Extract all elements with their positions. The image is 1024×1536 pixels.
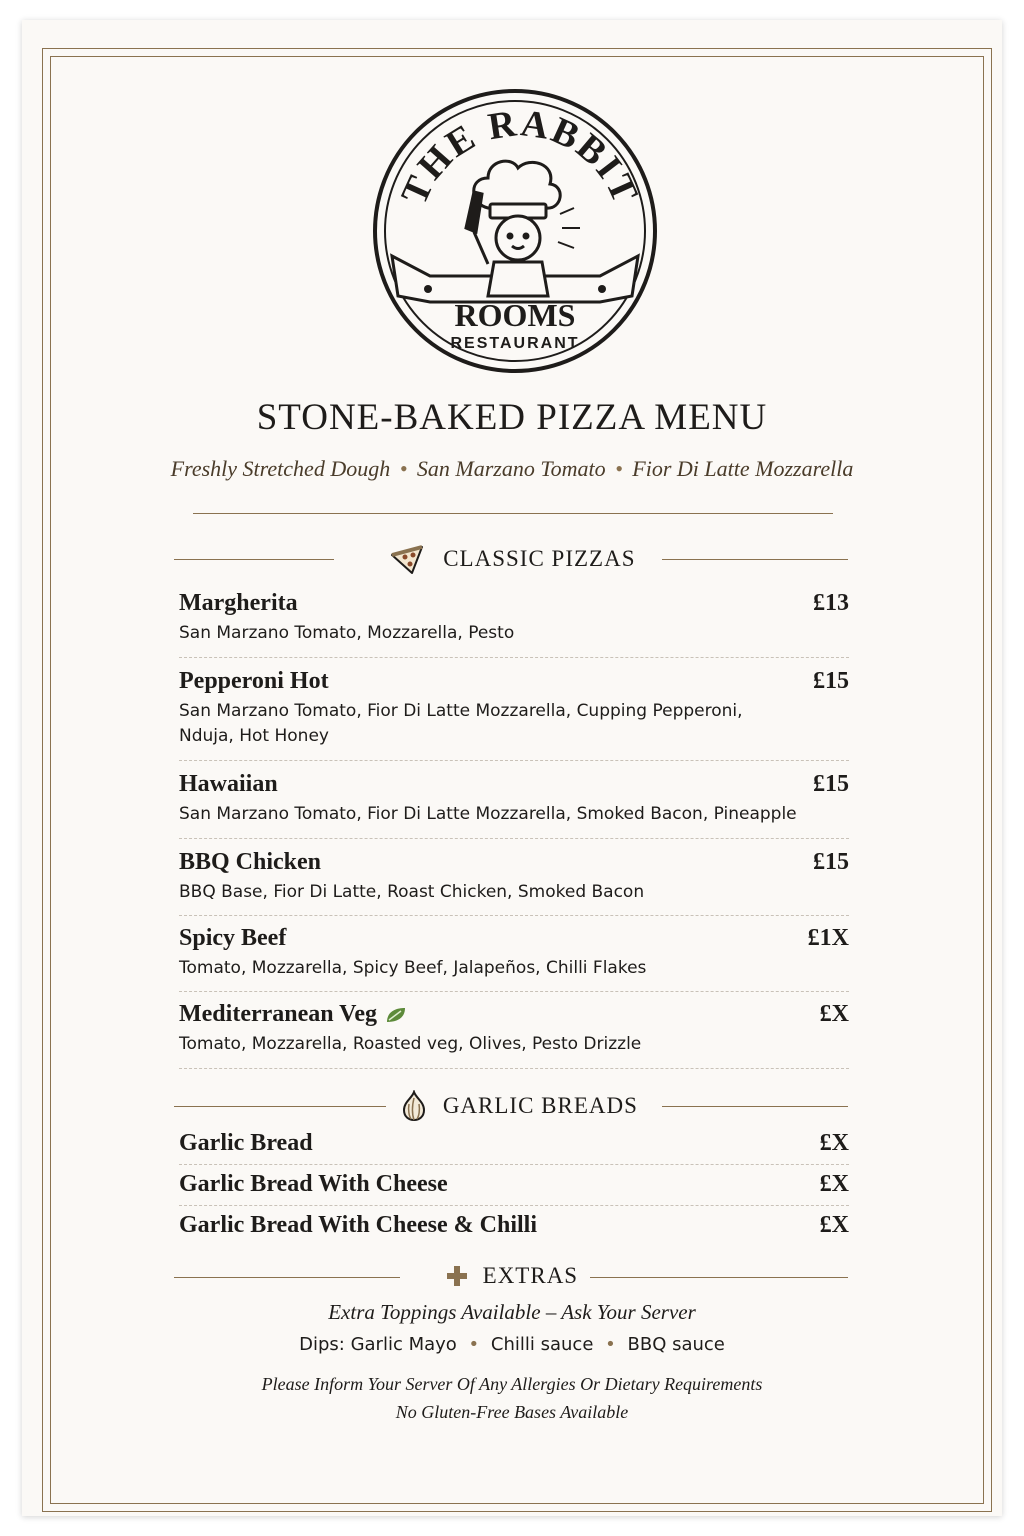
- dips-separator: •: [605, 1334, 616, 1355]
- section-title-garlic: GARLIC BREADS: [442, 1093, 638, 1118]
- item-divider: [179, 1068, 849, 1069]
- section-title-classic: CLASSIC PIZZAS: [443, 546, 636, 571]
- menu-item-pepperoni-hot: [179, 668, 849, 749]
- item-divider: [179, 915, 849, 916]
- subtitle-separator: •: [615, 456, 623, 481]
- subtitle-part: Fior Di Latte Mozzarella: [632, 456, 854, 481]
- dip-option: Chilli sauce: [490, 1334, 594, 1355]
- item-name: Garlic Bread With Cheese: [179, 1171, 448, 1197]
- logo-bottom-text: RESTAURANT: [450, 335, 580, 352]
- header-divider: [193, 513, 833, 514]
- item-divider: [179, 838, 849, 839]
- logo-top-text: THE RABBIT: [393, 102, 647, 211]
- menu-title: STONE-BAKED PIZZA MENU: [256, 397, 768, 438]
- gluten-notice: No Gluten-Free Bases Available: [395, 1402, 629, 1422]
- item-price: £15: [813, 849, 849, 875]
- section-heading-classic: [0, 543, 1024, 575]
- section-heading-garlic: [0, 1090, 1024, 1122]
- item-name: Mediterranean Veg: [179, 1001, 377, 1027]
- menu-item-garlic-bread: [179, 1130, 849, 1157]
- menu-item-garlic-bread-cheese: [179, 1171, 849, 1198]
- plus-icon: [446, 1265, 468, 1287]
- item-divider: [179, 1164, 849, 1165]
- dips-separator: •: [468, 1334, 480, 1355]
- logo-middle-text: ROOMS: [454, 297, 576, 333]
- item-name: Hawaiian: [179, 771, 278, 797]
- item-name: Margherita: [179, 590, 298, 616]
- garlic-icon: [400, 1090, 428, 1122]
- subtitle-separator: •: [399, 456, 408, 481]
- dips-label: Dips: Garlic Mayo: [299, 1334, 457, 1355]
- item-price: £15: [813, 771, 849, 797]
- allergy-notice: Please Inform Your Server Of Any Allergies Or Dietary Requirements: [261, 1374, 763, 1394]
- item-description: Tomato, Mozzarella, Spicy Beef, Jalapeños, Chilli Flakes: [179, 958, 647, 978]
- item-description: San Marzano Tomato, Fior Di Latte Mozzarella, Cupping Pepperoni, Nduja, Hot Honey: [179, 701, 743, 746]
- menu-item-hawaiian: [179, 771, 849, 827]
- item-price: £13: [813, 590, 849, 616]
- item-price: £15: [813, 668, 849, 694]
- menu-item-mediterranean-veg: [179, 1001, 849, 1057]
- item-price: £X: [819, 1130, 849, 1156]
- item-divider: [179, 657, 849, 658]
- menu-item-bbq-chicken: [179, 849, 849, 905]
- menu-item-margherita: [179, 590, 849, 646]
- menu-subtitle: [0, 456, 1024, 482]
- menu-item-garlic-bread-cheese-chilli: [179, 1212, 849, 1239]
- item-name-row: [179, 1001, 849, 1028]
- item-price: £X: [819, 1171, 849, 1197]
- menu-item-spicy-beef: [179, 925, 849, 981]
- item-name: Garlic Bread: [179, 1130, 313, 1156]
- section-heading-extras: [0, 1261, 1024, 1289]
- extra-toppings-note: Extra Toppings Available – Ask Your Server: [328, 1300, 696, 1324]
- leaf-icon: [385, 1006, 407, 1024]
- dips-line: [0, 1334, 1024, 1355]
- item-price: £X: [819, 1001, 849, 1027]
- item-price: £1X: [807, 925, 849, 951]
- subtitle-part: Freshly Stretched Dough: [170, 456, 391, 481]
- restaurant-logo: [370, 86, 660, 376]
- item-divider: [179, 760, 849, 761]
- item-description: BBQ Base, Fior Di Latte, Roast Chicken, Smoked Bacon: [179, 882, 645, 902]
- item-description: Tomato, Mozzarella, Roasted veg, Olives, Pesto Drizzle: [179, 1034, 642, 1054]
- item-name: Spicy Beef: [179, 925, 287, 951]
- subtitle-part: San Marzano Tomato: [416, 456, 606, 481]
- item-description: San Marzano Tomato, Fior Di Latte Mozzarella, Smoked Bacon, Pineapple: [179, 804, 797, 824]
- dip-option: BBQ sauce: [627, 1334, 725, 1355]
- item-name: BBQ Chicken: [179, 849, 322, 875]
- item-divider: [179, 991, 849, 992]
- section-title-extras: EXTRAS: [482, 1262, 579, 1288]
- item-description: San Marzano Tomato, Mozzarella, Pesto: [179, 623, 515, 643]
- item-price: £X: [819, 1212, 849, 1238]
- item-name: Pepperoni Hot: [179, 668, 329, 694]
- item-divider: [179, 1205, 849, 1206]
- pizza-slice-icon: [388, 543, 428, 575]
- item-name: Garlic Bread With Cheese & Chilli: [179, 1212, 537, 1238]
